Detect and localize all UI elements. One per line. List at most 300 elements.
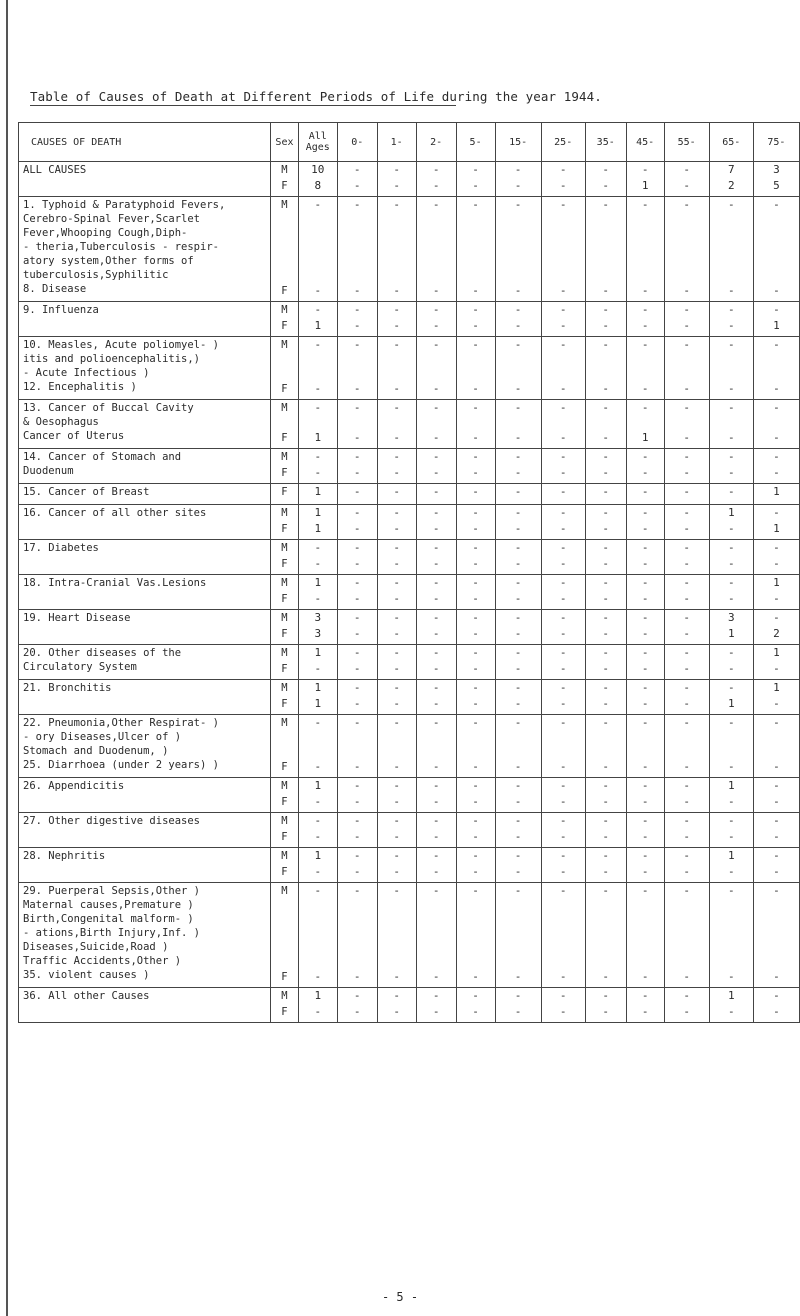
age-cell: [456, 715, 495, 778]
age-cell-value: -: [472, 522, 479, 535]
age-cell-value: -: [773, 541, 780, 554]
age-cell-value: -: [773, 779, 780, 792]
age-cell: [626, 645, 664, 680]
age-cell-value: -: [773, 450, 780, 463]
age-cell-value: -: [602, 338, 610, 351]
age-cell-value: -: [514, 485, 522, 498]
age-cell-value: 1: [641, 431, 649, 444]
sex-cell-value: F: [281, 285, 288, 297]
sex-cell: [271, 337, 299, 400]
header-row: [19, 123, 800, 162]
age-cell: [753, 715, 799, 778]
sex-cell-value: F: [281, 663, 288, 675]
age-cell-value: -: [559, 431, 567, 444]
age-cell: [664, 449, 709, 484]
age-cell: [495, 848, 541, 883]
age-cell-value: -: [602, 849, 610, 862]
age-cell-value: -: [683, 466, 690, 479]
sex-cell-value: F: [281, 628, 288, 640]
age-cell: [753, 988, 799, 1023]
age-cell: [495, 575, 541, 610]
cause-text: Cerebro-Spinal Fever,Scarlet: [23, 213, 201, 225]
age-cell: [416, 337, 456, 400]
age-cell: [495, 680, 541, 715]
age-cell-value: -: [773, 401, 780, 414]
age-cell-value: -: [514, 506, 522, 519]
table-row: [19, 645, 800, 680]
age-cell: [495, 337, 541, 400]
age-cell: [377, 610, 416, 645]
age-cell-value: -: [641, 681, 649, 694]
age-cell-value: -: [432, 814, 440, 827]
all-ages-cell-value: -: [314, 382, 322, 395]
age-cell-value: -: [514, 319, 522, 332]
cause-text: 26. Appendicitis: [23, 780, 125, 792]
all-ages-cell-value: -: [314, 1005, 322, 1018]
age-cell-value: -: [432, 485, 440, 498]
cause-text: 9. Influenza: [23, 304, 99, 316]
age-cell-value: -: [514, 557, 522, 570]
cause-cell: [19, 302, 271, 337]
age-cell-value: -: [353, 1005, 361, 1018]
cause-text: 35. violent causes ): [23, 969, 150, 981]
age-cell: [541, 540, 585, 575]
age-cell-value: -: [393, 814, 400, 827]
age-cell-value: -: [602, 779, 610, 792]
age-cell-value: -: [393, 830, 400, 843]
table-row: [19, 680, 800, 715]
age-cell-value: -: [683, 1005, 690, 1018]
sex-cell-value: M: [281, 507, 288, 519]
age-cell-value: -: [683, 557, 690, 570]
age-cell-value: -: [641, 697, 649, 710]
age-cell-value: -: [353, 163, 361, 176]
sex-cell-value: M: [281, 717, 288, 729]
age-cell-value: -: [472, 849, 479, 862]
age-cell-value: -: [432, 576, 440, 589]
age-cell: [709, 575, 753, 610]
age-cell: [495, 610, 541, 645]
sex-cell-value: F: [281, 467, 288, 479]
sex-cell: [271, 449, 299, 484]
age-cell-value: -: [683, 646, 690, 659]
age-cell: [585, 645, 626, 680]
age-cell-value: -: [432, 541, 440, 554]
table-row: [19, 540, 800, 575]
age-cell-value: -: [559, 814, 567, 827]
age-cell: [456, 813, 495, 848]
age-cell-value: -: [773, 989, 780, 1002]
sex-cell-value: M: [281, 815, 288, 827]
age-cell-value: -: [559, 557, 567, 570]
age-cell-value: -: [514, 814, 522, 827]
age-cell-value: -: [641, 541, 649, 554]
sex-cell-value: M: [281, 647, 288, 659]
age-cell: [456, 449, 495, 484]
all-ages-cell: [298, 610, 337, 645]
age-cell-value: -: [602, 884, 610, 897]
age-cell-value: -: [432, 179, 440, 192]
header-age-group: 45-: [626, 123, 664, 162]
age-cell-value: -: [353, 506, 361, 519]
cause-cell: [19, 778, 271, 813]
age-cell: [456, 575, 495, 610]
age-cell: [377, 988, 416, 1023]
age-cell-value: -: [559, 541, 567, 554]
age-cell-value: -: [432, 506, 440, 519]
age-cell-value: -: [773, 198, 780, 211]
cause-cell: [19, 883, 271, 988]
cause-text: 25. Diarrhoea (under 2 years) ): [23, 759, 219, 771]
age-cell: [456, 197, 495, 302]
cause-text: 19. Heart Disease: [23, 612, 131, 624]
age-cell-value: -: [559, 611, 567, 624]
age-cell: [377, 302, 416, 337]
all-ages-cell-value: 1: [314, 646, 322, 659]
age-cell-value: -: [393, 1005, 400, 1018]
age-cell: [377, 400, 416, 449]
sex-cell: [271, 610, 299, 645]
age-cell-value: -: [559, 662, 567, 675]
age-cell: [495, 484, 541, 505]
age-cell: [585, 197, 626, 302]
table-row: [19, 883, 800, 988]
age-cell-value: -: [514, 611, 522, 624]
cause-text: Cancer of Uterus: [23, 430, 125, 442]
age-cell: [664, 813, 709, 848]
age-cell-value: -: [472, 163, 479, 176]
age-cell-value: -: [393, 338, 400, 351]
age-cell-value: -: [683, 284, 690, 297]
age-cell-value: -: [641, 627, 649, 640]
age-cell: [337, 778, 377, 813]
age-cell: [495, 505, 541, 540]
header-sex: Sex: [271, 123, 299, 162]
age-cell: [456, 540, 495, 575]
cause-cell: [19, 610, 271, 645]
age-cell: [495, 400, 541, 449]
all-ages-cell: [298, 813, 337, 848]
age-cell-value: -: [472, 814, 479, 827]
all-ages-cell-value: 1: [314, 485, 322, 498]
age-cell-value: -: [514, 830, 522, 843]
age-cell-value: -: [514, 466, 522, 479]
all-ages-cell-value: -: [314, 760, 322, 773]
age-cell-value: -: [773, 382, 780, 395]
age-cell-value: -: [514, 760, 522, 773]
age-cell: [541, 610, 585, 645]
age-cell-value: -: [602, 401, 610, 414]
age-cell: [456, 400, 495, 449]
all-ages-cell: [298, 197, 337, 302]
table-row: [19, 988, 800, 1023]
age-cell-value: -: [514, 338, 522, 351]
header-age-group: 25-: [541, 123, 585, 162]
age-cell-value: -: [602, 865, 610, 878]
age-cell-value: -: [353, 485, 361, 498]
age-cell-value: -: [393, 198, 400, 211]
age-cell: [495, 778, 541, 813]
cause-text: Circulatory System: [23, 661, 137, 673]
age-cell: [709, 302, 753, 337]
age-cell-value: -: [602, 382, 610, 395]
age-cell: [337, 540, 377, 575]
sex-cell: [271, 540, 299, 575]
age-cell-value: 1: [773, 522, 780, 535]
age-cell-value: -: [641, 522, 649, 535]
age-cell-value: -: [472, 646, 479, 659]
age-cell-value: -: [472, 716, 479, 729]
sex-cell-value: M: [281, 885, 288, 897]
age-cell: [664, 778, 709, 813]
age-cell-value: -: [393, 795, 400, 808]
cause-text: 20. Other diseases of the: [23, 647, 182, 659]
cause-text: Stomach and Duodenum, ): [23, 745, 169, 757]
age-cell: [337, 680, 377, 715]
age-cell-value: -: [727, 1005, 735, 1018]
age-cell: [416, 449, 456, 484]
age-cell-value: -: [683, 716, 690, 729]
age-cell-value: -: [773, 557, 780, 570]
cause-text: & Oesophagus: [23, 416, 99, 428]
age-cell-value: -: [773, 830, 780, 843]
table-row: [19, 449, 800, 484]
age-cell: [753, 505, 799, 540]
cause-cell: [19, 988, 271, 1023]
all-ages-cell-value: -: [314, 401, 322, 414]
age-cell: [337, 505, 377, 540]
age-cell: [377, 680, 416, 715]
age-cell-value: -: [432, 338, 440, 351]
age-cell-value: -: [472, 382, 479, 395]
age-cell-value: -: [472, 179, 479, 192]
age-cell-value: -: [353, 576, 361, 589]
age-cell-value: -: [559, 830, 567, 843]
age-cell-value: 2: [727, 179, 735, 192]
age-cell: [585, 302, 626, 337]
age-cell: [709, 988, 753, 1023]
age-cell: [337, 400, 377, 449]
age-cell-value: -: [472, 662, 479, 675]
age-cell-value: -: [432, 284, 440, 297]
age-cell-value: -: [472, 284, 479, 297]
age-cell: [337, 813, 377, 848]
age-cell-value: -: [727, 576, 735, 589]
age-cell-value: 1: [727, 697, 735, 710]
age-cell-value: -: [514, 662, 522, 675]
age-cell-value: -: [353, 681, 361, 694]
age-cell: [709, 449, 753, 484]
age-cell: [416, 400, 456, 449]
age-cell: [416, 197, 456, 302]
age-cell-value: -: [393, 611, 400, 624]
sex-cell: [271, 400, 299, 449]
sex-cell-value: M: [281, 339, 288, 351]
age-cell-value: -: [472, 576, 479, 589]
header-age-group: 0-: [337, 123, 377, 162]
age-cell: [337, 645, 377, 680]
age-cell-value: -: [773, 303, 780, 316]
age-cell-value: -: [773, 814, 780, 827]
sex-cell-value: F: [281, 1006, 288, 1018]
age-cell-value: -: [393, 697, 400, 710]
age-cell: [416, 680, 456, 715]
age-cell-value: -: [393, 319, 400, 332]
age-cell-value: -: [602, 506, 610, 519]
age-cell: [416, 883, 456, 988]
age-cell-value: 1: [773, 485, 780, 498]
age-cell-value: -: [393, 163, 400, 176]
age-cell-value: -: [641, 830, 649, 843]
age-cell: [416, 645, 456, 680]
age-cell-value: -: [559, 646, 567, 659]
age-cell-value: -: [514, 865, 522, 878]
age-cell-value: -: [683, 814, 690, 827]
age-cell-value: -: [353, 627, 361, 640]
age-cell: [541, 778, 585, 813]
age-cell-value: -: [432, 557, 440, 570]
age-cell-value: -: [472, 697, 479, 710]
all-ages-cell: [298, 680, 337, 715]
age-cell-value: -: [472, 865, 479, 878]
age-cell: [664, 575, 709, 610]
header-age-group: 1-: [377, 123, 416, 162]
age-cell: [541, 813, 585, 848]
age-cell-value: -: [432, 611, 440, 624]
age-cell-value: -: [353, 849, 361, 862]
age-cell-value: -: [353, 697, 361, 710]
age-cell-value: -: [472, 795, 479, 808]
sex-cell-value: M: [281, 402, 288, 414]
age-cell-value: -: [773, 1005, 780, 1018]
cause-cell: [19, 848, 271, 883]
age-cell-value: -: [472, 779, 479, 792]
causes-of-death-table: [18, 122, 800, 1023]
age-cell-value: -: [514, 681, 522, 694]
all-ages-cell-value: 1: [314, 989, 322, 1002]
all-ages-cell-value: 1: [314, 522, 322, 535]
age-cell-value: -: [727, 522, 735, 535]
age-cell: [585, 715, 626, 778]
age-cell: [753, 575, 799, 610]
cause-text: 12. Encephalitis ): [23, 381, 137, 393]
age-cell-value: -: [559, 779, 567, 792]
age-cell-value: -: [432, 319, 440, 332]
sex-cell-value: M: [281, 850, 288, 862]
age-cell: [709, 883, 753, 988]
age-cell-value: -: [727, 319, 735, 332]
age-cell: [541, 645, 585, 680]
age-cell-value: -: [641, 485, 649, 498]
age-cell-value: -: [727, 830, 735, 843]
all-ages-cell-value: 1: [314, 576, 322, 589]
age-cell-value: -: [353, 431, 361, 444]
cause-text: tuberculosis,Syphilitic: [23, 269, 169, 281]
cause-text: Fever,Whooping Cough,Diph-: [23, 227, 188, 239]
age-cell: [753, 162, 799, 197]
age-cell: [585, 813, 626, 848]
age-cell: [337, 302, 377, 337]
all-ages-cell-value: -: [314, 716, 322, 729]
sex-cell-value: M: [281, 199, 288, 211]
cause-text: 29. Puerperal Sepsis,Other ): [23, 885, 201, 897]
all-ages-cell: [298, 505, 337, 540]
age-cell-value: -: [602, 198, 610, 211]
age-cell-value: -: [353, 319, 361, 332]
all-ages-cell-value: 10: [311, 163, 325, 176]
age-cell-value: -: [393, 592, 400, 605]
age-cell-value: -: [393, 401, 400, 414]
age-cell-value: -: [559, 884, 567, 897]
age-cell-value: -: [683, 697, 690, 710]
age-cell-value: -: [602, 697, 610, 710]
table-row: [19, 848, 800, 883]
age-cell: [337, 484, 377, 505]
age-cell-value: -: [683, 450, 690, 463]
age-cell-value: -: [432, 779, 440, 792]
header-age-group: 75-: [753, 123, 799, 162]
age-cell-value: -: [641, 646, 649, 659]
age-cell-value: -: [353, 989, 361, 1002]
age-cell: [585, 610, 626, 645]
age-cell-value: -: [353, 611, 361, 624]
age-cell-value: -: [472, 319, 479, 332]
age-cell-value: -: [727, 814, 735, 827]
sex-cell-value: F: [281, 831, 288, 843]
age-cell-value: -: [773, 697, 780, 710]
all-ages-cell-value: -: [314, 541, 322, 554]
age-cell-value: -: [514, 627, 522, 640]
age-cell-value: -: [683, 319, 690, 332]
table-row: [19, 813, 800, 848]
cause-text: 17. Diabetes: [23, 542, 99, 554]
age-cell-value: -: [641, 382, 649, 395]
header-age-group: 55-: [664, 123, 709, 162]
age-cell-value: -: [683, 382, 690, 395]
age-cell: [416, 813, 456, 848]
age-cell: [753, 540, 799, 575]
all-ages-cell-value: 1: [314, 431, 322, 444]
age-cell-value: -: [602, 450, 610, 463]
cause-cell: [19, 813, 271, 848]
age-cell-value: -: [393, 681, 400, 694]
all-ages-cell: [298, 484, 337, 505]
age-cell-value: -: [773, 865, 780, 878]
age-cell-value: -: [393, 627, 400, 640]
all-ages-cell: [298, 400, 337, 449]
age-cell-value: -: [559, 697, 567, 710]
age-cell-value: -: [432, 198, 440, 211]
age-cell: [753, 484, 799, 505]
age-cell-value: -: [683, 401, 690, 414]
age-cell-value: -: [683, 576, 690, 589]
age-cell-value: -: [641, 466, 649, 479]
age-cell-value: -: [602, 284, 610, 297]
age-cell-value: -: [641, 338, 649, 351]
all-ages-cell-value: -: [314, 814, 322, 827]
age-cell-value: 3: [773, 163, 780, 176]
age-cell: [495, 988, 541, 1023]
age-cell-value: -: [641, 1005, 649, 1018]
age-cell-value: -: [353, 830, 361, 843]
sex-cell-value: M: [281, 612, 288, 624]
cause-text: 8. Disease: [23, 283, 87, 295]
sex-cell: [271, 778, 299, 813]
age-cell-value: -: [353, 303, 361, 316]
age-cell-value: -: [353, 179, 361, 192]
age-cell: [709, 400, 753, 449]
age-cell-value: -: [559, 989, 567, 1002]
